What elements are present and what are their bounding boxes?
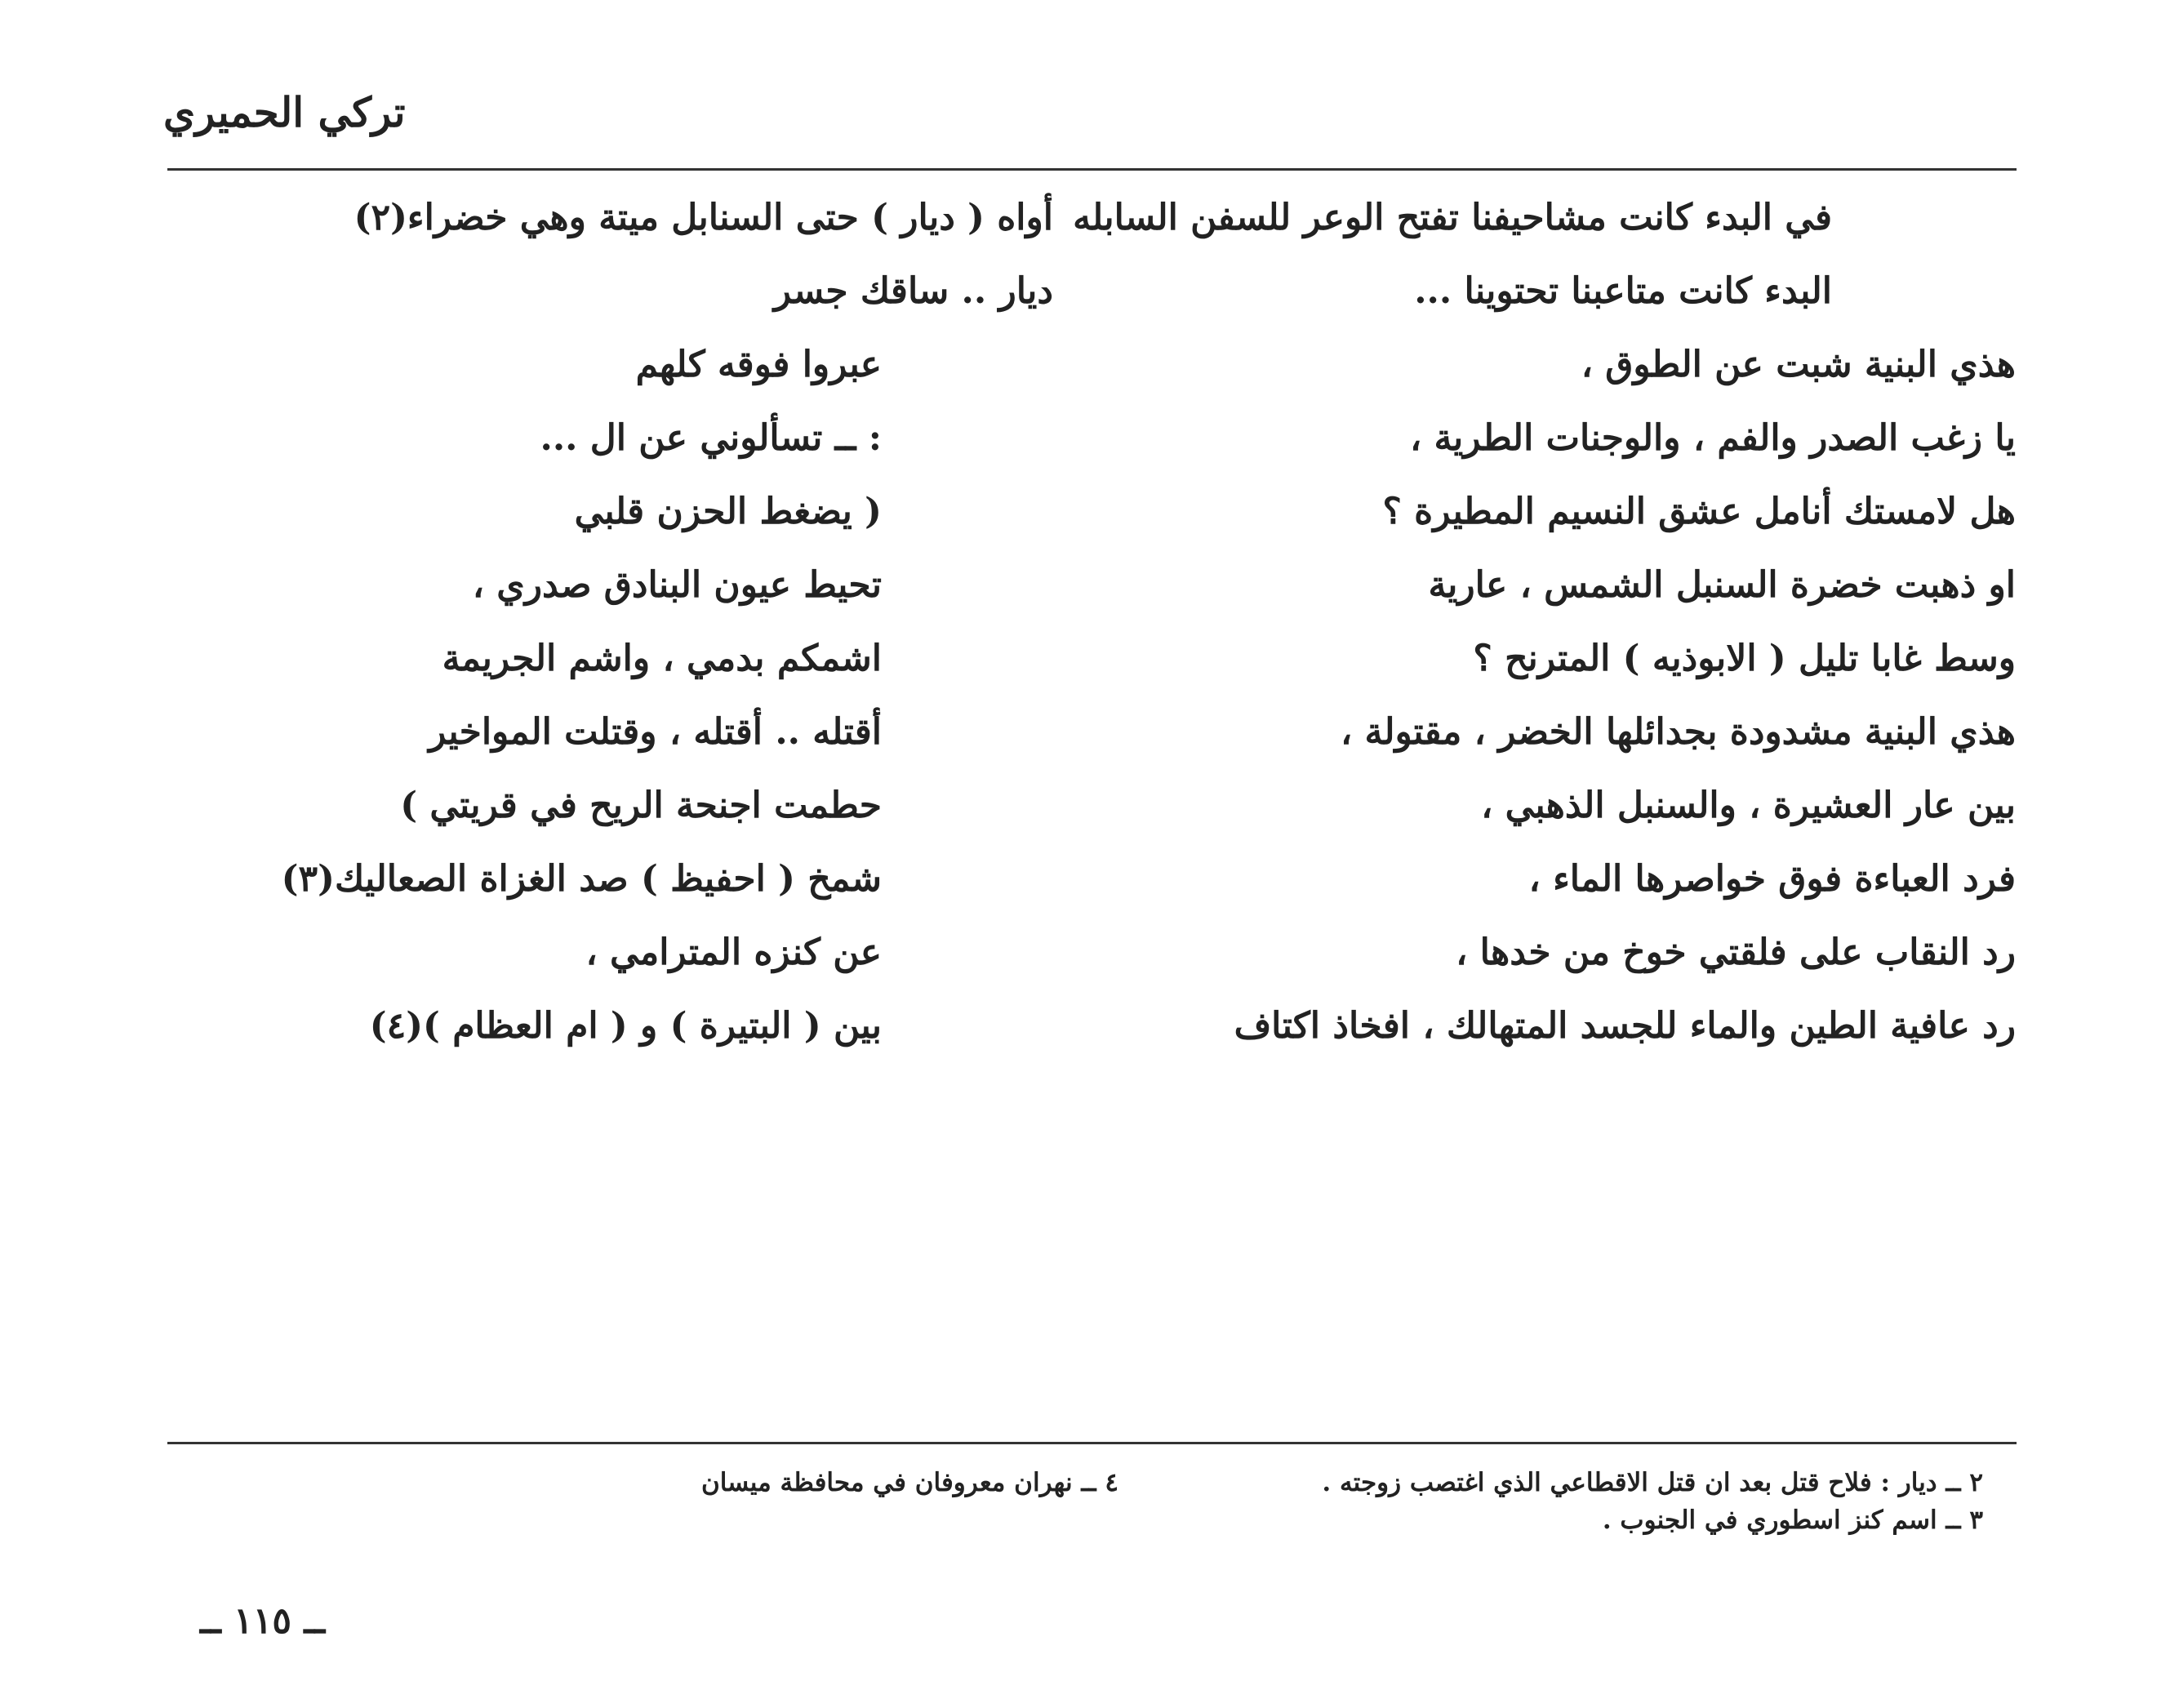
poem-line: هذي البنية مشدودة بجدائلها الخضر ، مقتولة ، bbox=[1341, 711, 2016, 753]
poem-right-column bbox=[995, 181, 2016, 1063]
poem-line: : ــ تسألوني عن ال ... bbox=[540, 417, 882, 459]
poem-line: فرد العباءة فوق خواصرها الماء ، bbox=[1528, 858, 2016, 900]
page-number: ــ ١١٥ ــ bbox=[200, 1600, 326, 1642]
poem-line: ديار .. ساقك جسر bbox=[773, 270, 1053, 312]
poem-left-column bbox=[245, 181, 1053, 1063]
poem-line: رد النقاب على فلقتي خوخ من خدها ، bbox=[1456, 932, 2016, 973]
poem-line: اشمكم بدمي ، واشم الجريمة bbox=[442, 638, 882, 679]
poem-line: وسط غابا تليل ( الابوذيه ) المترنح ؟ bbox=[1473, 638, 2016, 679]
poem-line: رد عافية الطين والماء للجسد المتهالك ، افخاذ اكتاف bbox=[1234, 1005, 2016, 1047]
poem-line: بين عار العشيرة ، والسنبل الذهبي ، bbox=[1481, 785, 2016, 826]
poem-line: بين ( البتيرة ) و ( ام العظام )(٤) bbox=[369, 1005, 882, 1047]
header-rule bbox=[167, 168, 2017, 171]
poem-line: يا زغب الصدر والفم ، والوجنات الطرية ، bbox=[1409, 417, 2016, 459]
poem-line: شمخ ( احفيظ ) صد الغزاة الصعاليك(٣) bbox=[281, 858, 882, 900]
poem-line: أواه ( ديار ) حتى السنابل ميتة وهي خضراء(٢) bbox=[354, 197, 1053, 238]
footnote-rule bbox=[167, 1442, 2017, 1444]
poem-line: او ذهبت خضرة السنبل الشمس ، عارية bbox=[1428, 564, 2016, 606]
running-header-title: تركي الحميري bbox=[163, 88, 406, 136]
poem-line: حطمت اجنحة الريح في قريتي ) bbox=[400, 785, 882, 826]
footnotes-right bbox=[1167, 1464, 1983, 1539]
footnote: ٣ ــ اسم كنز اسطوري في الجنوب . bbox=[1602, 1506, 1983, 1535]
poem-line: ( يضغط الحزن قلبي bbox=[574, 491, 882, 532]
poem-line: هل لامستك أنامل عشق النسيم المطيرة ؟ bbox=[1382, 491, 2016, 532]
poem-line: أقتله .. أقتله ، وقتلت المواخير bbox=[429, 711, 882, 753]
poem-line: عبروا فوقه كلهم bbox=[635, 344, 882, 385]
footnotes-left bbox=[547, 1464, 1118, 1501]
poem-line: عن كنزه المترامي ، bbox=[585, 932, 882, 973]
poem-line: تحيط عيون البنادق صدري ، bbox=[472, 564, 882, 606]
poem-line: في البدء كانت مشاحيفنا تفتح الوعر للسفن السابله bbox=[1073, 197, 1832, 238]
poem-line: البدء كانت متاعبنا تحتوينا ... bbox=[1414, 270, 1832, 312]
footnote: ٢ ــ ديار : فلاح قتل بعد ان قتل الاقطاعي الذي اغتصب زوجته . bbox=[1322, 1468, 1983, 1497]
footnote: ٤ ــ نهران معروفان في محافظة ميسان bbox=[700, 1468, 1118, 1497]
poem-line: هذي البنية شبت عن الطوق ، bbox=[1581, 344, 2016, 385]
